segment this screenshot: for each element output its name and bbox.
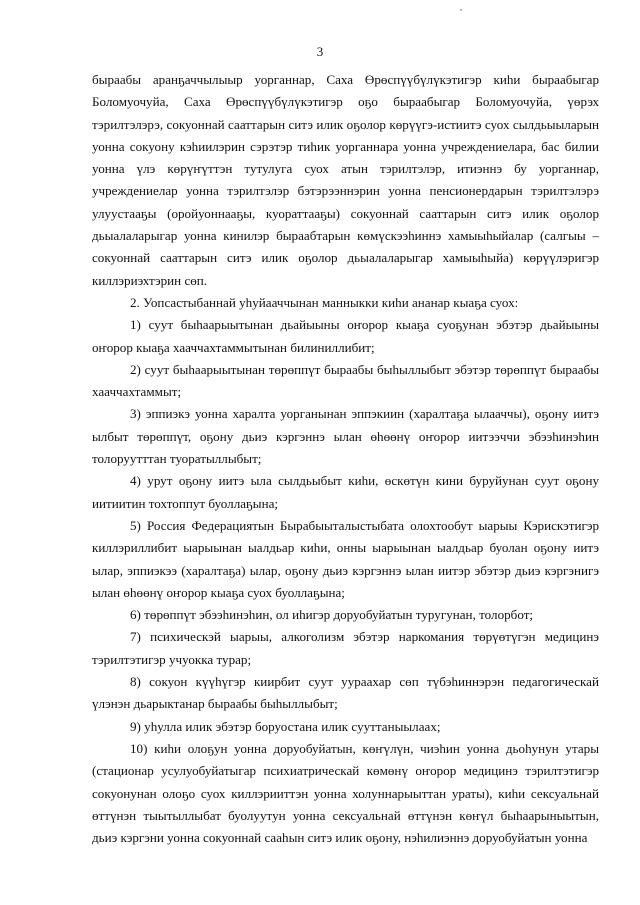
page-number: 3 — [316, 44, 324, 59]
list-item-5: 5) Россия Федерациятын Бырабыыталыстыбата олохтообут ыарыы Кэрискэтигэр киллэриллибит ыарыынан ыалдьар киһи, онны ыарыынан ыалдьар буолан оҕону иитэ ылар, эппиэкээ (харалтаҕа) ылар, оҕону дьиэ кэргэннэ ылан иитэр эбэтэр дьиэ кэргэнигэ ылан өһөөнү оҥорор кыаҕа суох буоллаҕына; — [92, 517, 599, 600]
list-item-2: 2) суут быһаарыытынан төрөппүт быраабы быһыллыбыт эбэтэр төрөппүт быраабы хааччахтаммыт; — [92, 361, 599, 400]
list-item-7: 7) психическэй ыарыы, алкоголизм эбэтэр наркомания төрүөтүгэн медицинэ тэрилтэтигэр учуокка турар; — [92, 629, 599, 667]
paragraph-section-2: 2. Уопсастыбаннай уһуйааччынан манныкки киһи ананар кыаҕа суох: — [130, 294, 519, 310]
list-item-8: 8) сокуон күүһүгэр киирбит суут уураахар сөп түбэһиннэрэн педагогическай үлэнэн дьарыктанар быраабы быһыллыбыт; — [92, 674, 599, 712]
list-item-9: 9) уһулла илик эбэтэр боруостана илик сууттаныылаах; — [130, 718, 441, 734]
list-item-3: 3) эппиэкэ уонна харалта уорганынан эппэкиин (харалтаҕа ылааччы), оҕону иитэ ылбыт төрөппүт, оҕону дьиэ кэргэннэ ылан өһөөнү оҥорор иитээччи эбээһинэһин толоруутттан туоратыллыбыт; — [92, 406, 599, 467]
scan-speck — [460, 9, 462, 11]
list-item-4: 4) урут оҕону иитэ ыла сылдьыбыт киһи, өскөтүн кини буруйунан суут оҕону иитиитин тохтоппут буоллаҕына; — [92, 473, 599, 511]
list-item-1: 1) суут быһаарыытынан дьайыыны оҥорор кыаҕа суоҕунан эбэтэр дьайыыны оҥорор кыаҕа хааччахтаммытынан билиниллибит; — [92, 317, 599, 355]
list-item-10: 10) киһи олоҕун уонна доруобуйатын, көҥүлүн, чиэһин уонна дьоһунун утары (стационар усулуобуйатыгар психиатрическай көмөнү оҥорор медицинэ тэрилтэтигэр сокуонунан олоҕо суох киллэрииттэн уонна холуннарыыттан ураты), киһи сексуальнай өттүнэн тыытыллыбат буолуутун уонна сексуальнай өттүнэн көҥүл быһаарыныытын, дьиэ кэргэни уонна сокуоннай сааһын ситэ илик оҕону, нэһилиэннэ доруобуйатын уонна — [92, 740, 599, 846]
paragraph-continuation: быраабы аранҕаччылыыр уорганнар, Саха Өрөспүүбүлүкэтигэр киһи быраабыгар Боломуочуйа, Саха Өрөспүүбүлүкэтигэр оҕо быраабыгар Боломуочуйа, үөрэх тэрилтэлэрэ, сокуоннай сааттарын ситэ илик оҕолор көрүүгэ-истиитэ суох сылдьыыларын уонна сокуону кэһиилэрин сэрэтэр тиһик уорганнара уонна учреждениелара, бас билии уонна үлэ көрүҥүттэн тутулуга суох атын тэрилтэлэр, итиэннэ бу уорганнар, учреждениелар уонна тэрилтэлэр бэтэрээннэрин уонна пенсионердарын тэрилтэлэрэ улуустааҕы (оройуоннааҕы, куораттааҕы) сокуоннай сааттарын ситэ илик оҕолор дьыалаларыгар уонна кинилэр быраабтарын көмүскээһиннэ хамыыһыйалар (салгыы – сокуоннай сааттарын ситэ илик оҕолор дьыалаларыгар хамыыһыйа) көрүүлэригэр киллэриэхтэрин сөп. — [92, 72, 599, 288]
document-body — [92, 69, 599, 849]
list-item-6: 6) төрөппүт эбээһинэһин, ол иһигэр доруобуйатын туругунан, толорбот; — [130, 607, 534, 623]
